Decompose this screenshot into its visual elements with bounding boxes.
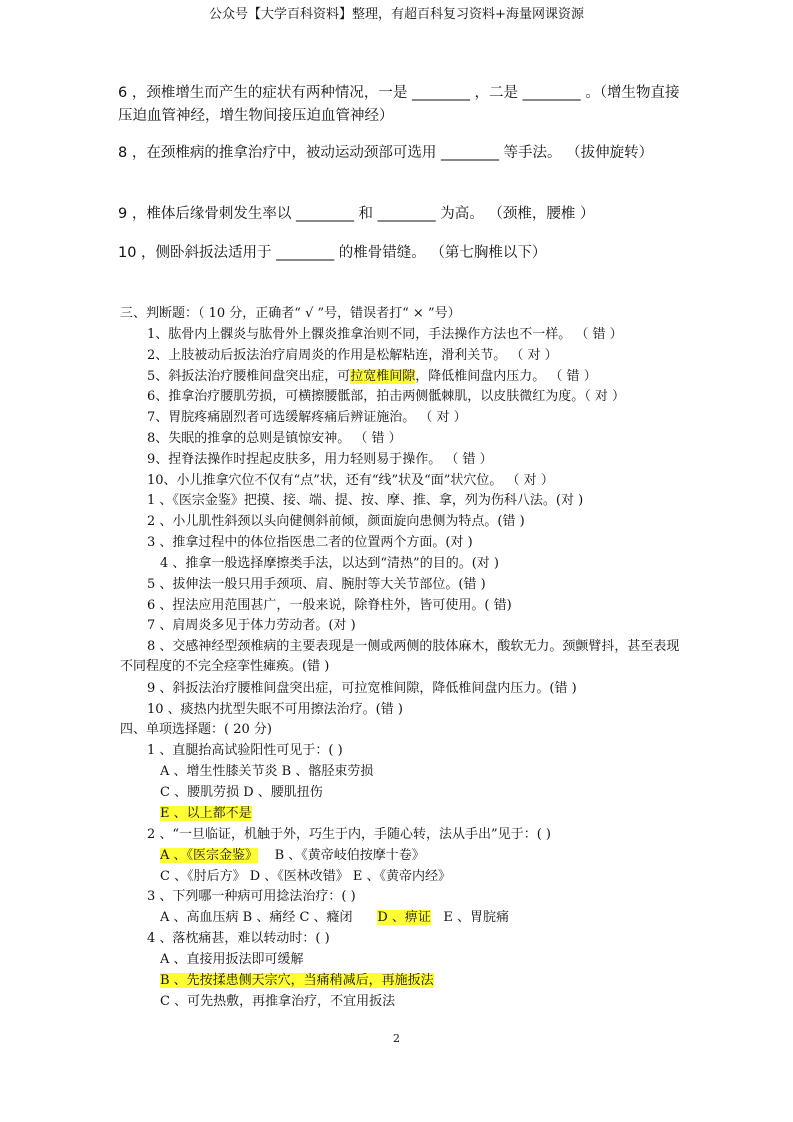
choice-answer [160, 804, 252, 824]
question-8: 8 ，在颈椎病的推拿治疗中，被动运动颈部可选用 ________ 等手法。 （拔伸旋转） [118, 145, 654, 161]
judge-item: 8、失眠的推拿的总则是镇惊安神。 （ 错 ） [147, 431, 402, 446]
judge-item: 5 、拔伸法一般只用手颈项、肩、腕肘等大关节部位。(错 ) [147, 577, 486, 592]
highlighted-text: D 、痹证 [377, 910, 431, 925]
highlighted-text: E 、以上都不是 [160, 806, 252, 821]
choice-options: A 、直接用扳法即可缓解 [160, 952, 304, 967]
judge-item-text: ，降低椎间盘内压力。 （ 错 ） [415, 369, 597, 384]
question-9: 9 ，椎体后缘骨刺发生率以 ________ 和 ________ 为高。 （颈椎，腰椎 ） [118, 206, 595, 222]
choice-options: A 、增生性膝关节炎 B 、髂胫束劳损 [160, 764, 374, 779]
judge-item: 1、肱骨内上髁炎与肱骨外上髁炎推拿治则不同，手法操作方法也不一样。 （ 错 ） [147, 327, 623, 342]
choice-question: 2 、“一旦临证，机触于外，巧生于内，手随心转，法从手出”见于：( ) [147, 827, 551, 842]
judge-item: 10、小儿推拿穴位不仅有“点”状，还有“线”状及“面”状穴位。 （ 对 ） [147, 473, 554, 488]
judge-item: 9、捏脊法操作时捏起皮肤多，用力轻则易于操作。 （ 错 ） [147, 452, 493, 467]
highlighted-text: 拉宽椎间隙 [350, 369, 416, 384]
choice-options: C 、腰肌劳损 D 、腰肌扭伤 [160, 785, 323, 800]
judge-item: 8 、交感神经型颈椎病的主要表现是一侧或两侧的肢体麻木，酸软无力。颈颤臂抖，甚至表现不同程度的不完全痉挛性瘫痪。(错 ) [120, 639, 680, 674]
judge-item: 2 、小儿肌性斜颈以头向健侧斜前倾，颜面旋向患侧为特点。(错 ) [147, 514, 525, 529]
choice-option-text: A 、高血压病 B 、痛经 C 、癃闭 [160, 910, 353, 925]
judge-item: 4 、推拿一般选择摩擦类手法，以达到“清热”的目的。(对 ) [160, 556, 499, 571]
judge-item: 7 、肩周炎多见于体力劳动者。(对 ) [147, 618, 356, 633]
page-header: 公众号【大学百科资料】整理，有超百科复习资料+海量网课资源 [209, 7, 584, 22]
highlighted-text: B 、先按揉患侧天宗穴，当痛稍减后，再施扳法 [160, 973, 434, 988]
judge-item: 7、胃脘疼痛剧烈者可选缓解疼痛后辨证施治。 （ 对 ） [147, 410, 467, 425]
page-number: 2 [393, 1032, 400, 1045]
question-10: 10 ，侧卧斜扳法适用于 ________ 的椎骨错缝。 （第七胸椎以下） [118, 245, 547, 261]
choice-question: 1 、直腿抬高试验阳性可见于：( ) [147, 743, 343, 758]
choice-option-text: E 、胃脘痛 [443, 910, 509, 925]
choice-question: 4 、落枕痛甚，难以转动时：( ) [147, 931, 330, 946]
choice-option-text: B 、《黄帝岐伯按摩十卷》 [274, 848, 425, 863]
judge-item [147, 367, 597, 387]
choice-options [160, 908, 509, 928]
judge-item: 6 、捏法应用范围甚广，一般来说，除脊柱外，皆可使用。( 错) [147, 598, 512, 613]
judge-item: 6、推拿治疗腰肌劳损，可横擦腰骶部，拍击两侧骶棘肌，以皮肤微红为度。（ 对 ） [147, 389, 626, 404]
judge-item: 3 、推拿过程中的体位指医患二者的位置两个方面。(对 ) [147, 535, 473, 550]
choice-options: C 、《肘后方》 D 、《医林改错》 E 、《黄帝内经》 [160, 869, 452, 884]
question-6: 6 ，颈椎增生而产生的症状有两种情况，一是 ________ ，二是 ________ 。（增生物直接压迫血管神经，增生物间接压迫血管神经） [118, 85, 680, 124]
choice-options: C 、可先热敷，再推拿治疗，不宜用扳法 [160, 994, 396, 1009]
judge-item-text: 5、斜扳法治疗腰椎间盘突出症，可 [147, 369, 351, 384]
judge-title: 三、判断题：（ 10 分，正确者“ √ ”号，错误者打“ × ”号） [120, 306, 461, 321]
choice-options [160, 846, 425, 866]
judge-item: 2、上肢被动后扳法治疗肩周炎的作用是松解粘连，滑利关节。 （ 对 ） [147, 348, 558, 363]
choice-answer [160, 971, 434, 991]
highlighted-text: A 、《医宗金鉴》 [160, 848, 259, 863]
single-choice-title: 四、单项选择题：( 20 分) [120, 722, 272, 737]
judge-item: 10 、痰热内扰型失眠不可用擦法治疗。(错 ) [147, 702, 403, 717]
judge-item: 1 、《医宗金鉴》把摸、接、端、提、按、摩、推、拿，列为伤科八法。(对 ) [147, 493, 584, 508]
judge-item: 9 、斜扳法治疗腰椎间盘突出症，可拉宽椎间隙，降低椎间盘内压力。(错 ) [147, 681, 577, 696]
choice-question: 3 、下列哪一种病可用捻法治疗：( ) [147, 889, 356, 904]
